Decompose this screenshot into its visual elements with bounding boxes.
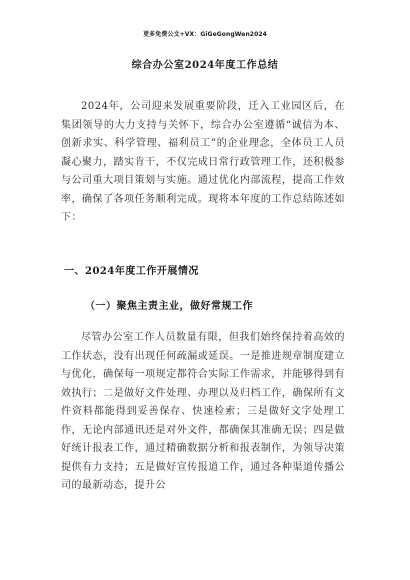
subsection-heading: （一）聚焦主责主业，做好常规工作 [85,301,253,312]
body-paragraph: 尽管办公室工作人员数量有限，但我们始终保持着高效的工作状态，没有出现任何疏漏或延误。一是推进规章制度建立与优化，确保每一项规定都符合实际工作需求，并能够得到有效执行；二是做好文件处理、办理以及归档工作，确保所有文件资料都能得到妥善保存、快速检索；三是做好文字处理工作，无论内部通讯还是对外文件，都确保其准确无误；四是做好统计报表工作，通过精确数据分析和报表制作，为领导决策提供有力支持；五是做好宣传报道工作，通过各种渠道传播公司的最新动态，提升公 [61,332,345,491]
section-heading: 一、2024年度工作开展情况 [64,266,199,277]
document-title: 综合办公室2024年度工作总结 [131,60,279,71]
header-note: 更多免费公文+VX：GiGeGongWen2024 [143,31,267,38]
intro-paragraph: 2024年，公司迎来发展重要阶段，迁入工业园区后，在集团领导的大力支持与关怀下，综合办公室遵循“诚信为本、创新求实、科学管理、福利员工”的企业理念，全体员工人员凝心聚力，踏实肯干，不仅完成日常行政管理工作，还积极参与公司重大项目策划与实施。通过优化内部流程，提高工作效率，确保了各项任务顺利完成。现将本年度的工作总结陈述如下： [61,101,345,223]
